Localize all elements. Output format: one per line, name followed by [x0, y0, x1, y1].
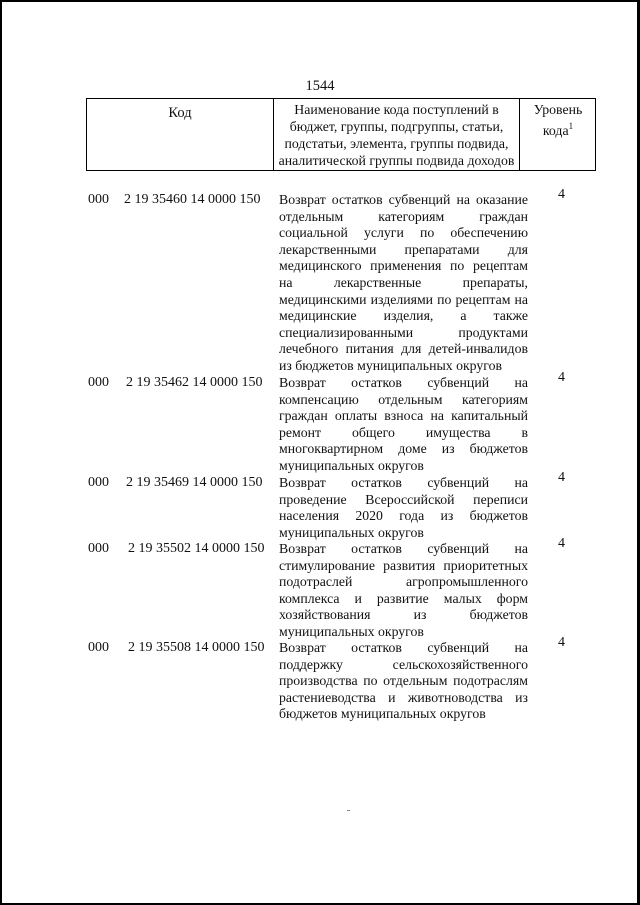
header-name-cell [274, 99, 520, 170]
row-income-code: 2 19 35460 14 0000 150 [124, 192, 261, 207]
header-name-label: Наименование кода поступлений в бюджет, группы, подгруппы, статьи, подстатьи, элемента, группы подвида, аналитической группы подвида доходов [278, 102, 515, 168]
header-level-wrap [520, 101, 596, 139]
row-level: 4 [558, 536, 565, 551]
row-income-name: Возврат остатков субвенций на проведение Всероссийской переписи населения 2020 года из бюджетов муниципальных округов [279, 475, 528, 540]
scan-speck [347, 810, 350, 811]
scan-border-top [0, 0, 640, 2]
row-income-name: Возврат остатков субвенций на компенсацию отдельным категориям граждан оплаты взноса на капитальный ремонт общего имущества в многоквартирном доме из бюджетов муниципальных округов [279, 375, 528, 473]
row-income-code: 2 19 35469 14 0000 150 [126, 475, 263, 490]
row-income-code: 2 19 35502 14 0000 150 [128, 541, 265, 556]
row-income-code: 2 19 35462 14 0000 150 [126, 375, 263, 390]
scan-border-left [0, 0, 2, 905]
header-level-label: Уровень кода [533, 102, 583, 138]
row-level: 4 [558, 370, 565, 385]
row-admin-code: 000 [88, 475, 109, 490]
header-level-cell [520, 99, 596, 170]
row-income-name: Возврат остатков субвенций на поддержку сельскохозяйственного производства по отдельным подотраслям растениеводства и животноводства из бюджетов муниципальных округов [279, 640, 528, 722]
header-level-footnote: 1 [568, 121, 574, 131]
row-admin-code: 000 [88, 192, 109, 207]
page-number: 1544 [305, 78, 335, 94]
row-income-name: Возврат остатков субвенций на оказание отдельным категориям граждан социальной услуги по обеспечению лекарственными препаратами для медицинского применения по рецептам на лекарственные препараты, медицинскими изделиями по рецептам на медицинские изделия, а также специализированными продуктами лечебного питания для детей-инвалидов из бюджетов муниципальных округов [279, 192, 528, 373]
table-header [86, 98, 596, 171]
row-income-name: Возврат остатков субвенций на стимулирование развития приоритетных подотраслей агропромышленного комплекса и развитие малых форм хозяйствования из бюджетов муниципальных округов [279, 541, 528, 639]
row-income-code: 2 19 35508 14 0000 150 [128, 640, 265, 655]
row-admin-code: 000 [88, 640, 109, 655]
row-level: 4 [558, 187, 565, 202]
header-code-cell [87, 99, 274, 170]
header-code-label: Код [168, 105, 192, 121]
row-level: 4 [558, 635, 565, 650]
row-level: 4 [558, 470, 565, 485]
row-admin-code: 000 [88, 375, 109, 390]
row-admin-code: 000 [88, 541, 109, 556]
